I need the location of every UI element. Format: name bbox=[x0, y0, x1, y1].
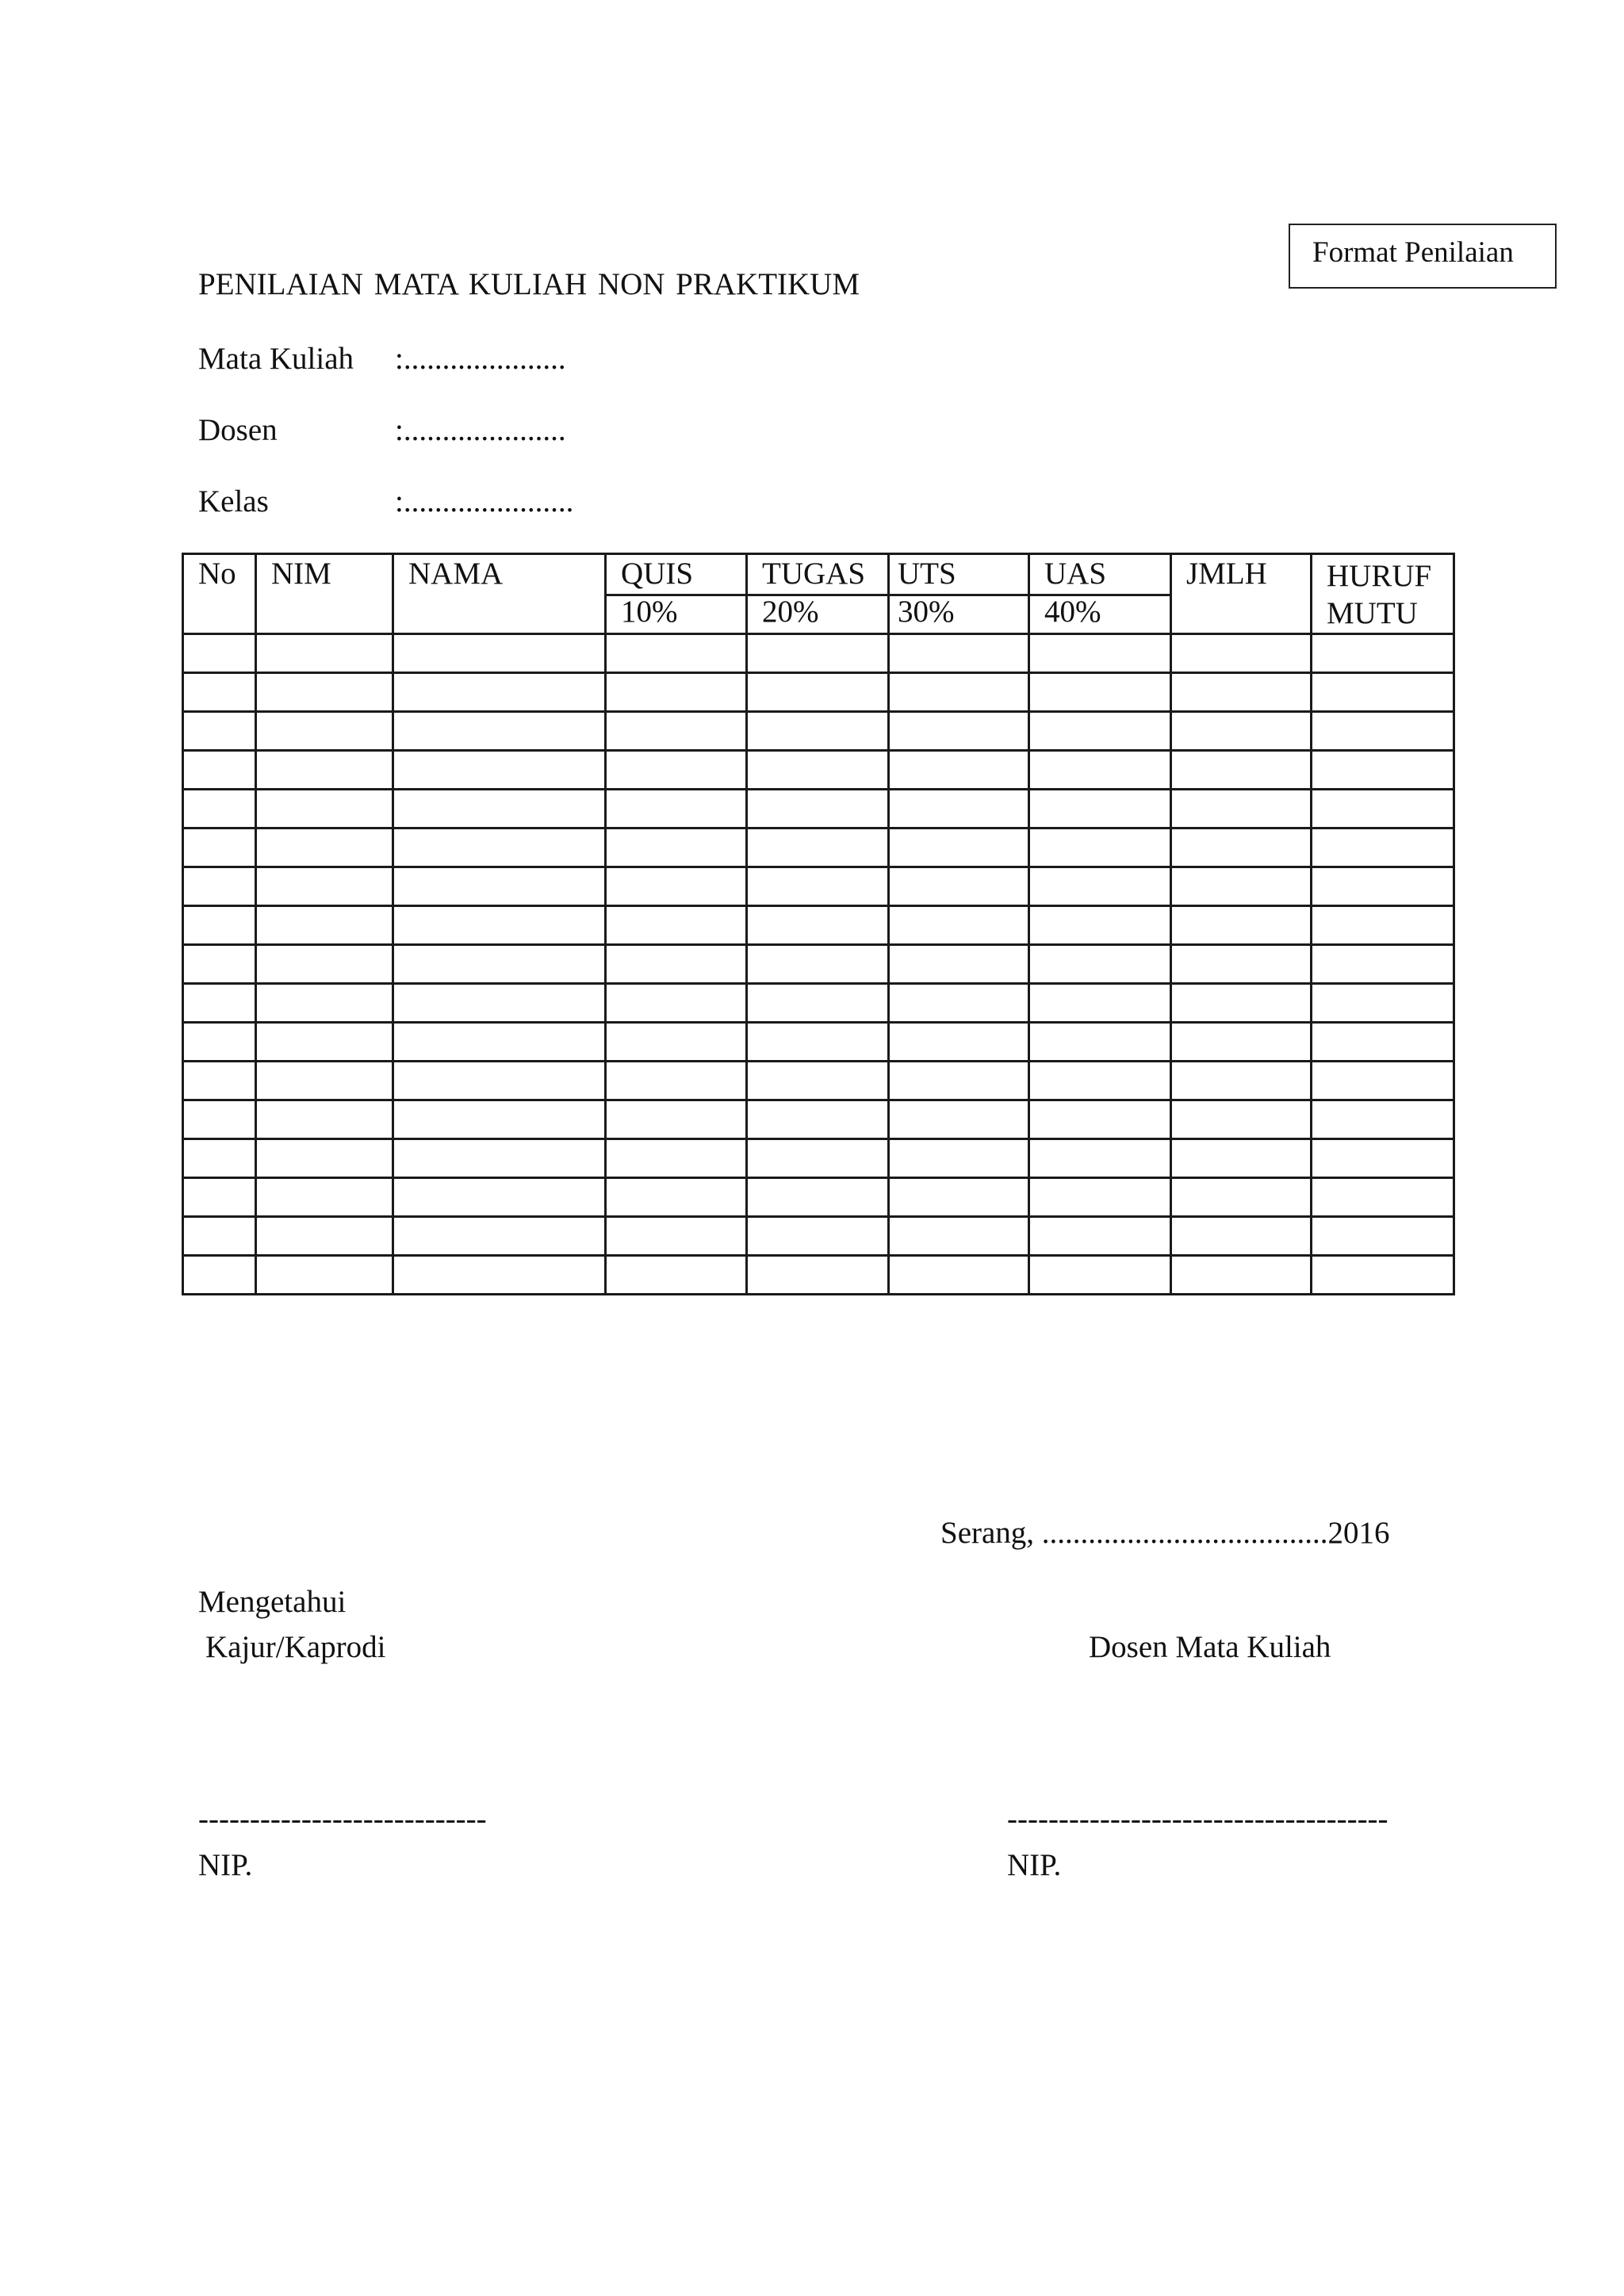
cell-no bbox=[183, 905, 256, 944]
cell-jmlh bbox=[1171, 1061, 1312, 1100]
table-row bbox=[183, 828, 1454, 867]
format-penilaian-box bbox=[1289, 224, 1557, 289]
cell-nama bbox=[393, 633, 606, 672]
cell-quis bbox=[606, 1177, 747, 1216]
cell-huruf-mutu bbox=[1312, 789, 1454, 828]
header-huruf-mutu-text: HURUF MUTU bbox=[1327, 559, 1432, 630]
weight-uas bbox=[1029, 595, 1171, 633]
cell-no bbox=[183, 944, 256, 983]
cell-huruf-mutu bbox=[1312, 1216, 1454, 1255]
header-tugas bbox=[747, 554, 889, 595]
mengetahui-label: Mengetahui bbox=[198, 1585, 347, 1619]
cell-nama bbox=[393, 1216, 606, 1255]
cell-uas bbox=[1029, 1138, 1171, 1177]
cell-no bbox=[183, 789, 256, 828]
cell-nama bbox=[393, 1138, 606, 1177]
header-tugas-text: TUGAS bbox=[762, 557, 866, 591]
cell-uts bbox=[889, 1177, 1029, 1216]
cell-nim bbox=[256, 1100, 393, 1138]
header-uas bbox=[1029, 554, 1171, 595]
cell-no bbox=[183, 711, 256, 750]
cell-huruf-mutu bbox=[1312, 944, 1454, 983]
cell-tugas bbox=[747, 672, 889, 711]
table-row bbox=[183, 867, 1454, 905]
header-huruf-mutu bbox=[1312, 554, 1454, 634]
cell-jmlh bbox=[1171, 750, 1312, 789]
cell-uts bbox=[889, 672, 1029, 711]
cell-tugas bbox=[747, 905, 889, 944]
cell-nim bbox=[256, 789, 393, 828]
cell-uts bbox=[889, 789, 1029, 828]
cell-nim bbox=[256, 828, 393, 867]
cell-jmlh bbox=[1171, 867, 1312, 905]
cell-uas bbox=[1029, 672, 1171, 711]
cell-quis bbox=[606, 1022, 747, 1061]
cell-quis bbox=[606, 905, 747, 944]
cell-uas bbox=[1029, 1022, 1171, 1061]
header-quis-text: QUIS bbox=[621, 557, 694, 591]
table-row bbox=[183, 944, 1454, 983]
cell-quis bbox=[606, 867, 747, 905]
cell-uas bbox=[1029, 1216, 1171, 1255]
cell-quis bbox=[606, 1138, 747, 1177]
cell-nim bbox=[256, 1061, 393, 1100]
table-row bbox=[183, 1177, 1454, 1216]
cell-uts bbox=[889, 983, 1029, 1022]
cell-uas bbox=[1029, 905, 1171, 944]
header-nama-text: NAMA bbox=[408, 557, 504, 591]
cell-quis bbox=[606, 1100, 747, 1138]
dosen-label: Dosen bbox=[198, 413, 278, 447]
cell-jmlh bbox=[1171, 1177, 1312, 1216]
cell-no bbox=[183, 1100, 256, 1138]
cell-huruf-mutu bbox=[1312, 1255, 1454, 1294]
signature-line-left: ---------------------------- bbox=[198, 1802, 487, 1836]
cell-huruf-mutu bbox=[1312, 711, 1454, 750]
cell-quis bbox=[606, 1216, 747, 1255]
header-jmlh bbox=[1171, 554, 1312, 634]
cell-nama bbox=[393, 1255, 606, 1294]
cell-tugas bbox=[747, 983, 889, 1022]
cell-tugas bbox=[747, 633, 889, 672]
cell-tugas bbox=[747, 1061, 889, 1100]
cell-huruf-mutu bbox=[1312, 1022, 1454, 1061]
cell-uts bbox=[889, 944, 1029, 983]
cell-jmlh bbox=[1171, 983, 1312, 1022]
cell-nama bbox=[393, 944, 606, 983]
table-row bbox=[183, 983, 1454, 1022]
cell-huruf-mutu bbox=[1312, 633, 1454, 672]
table-row bbox=[183, 750, 1454, 789]
cell-nim bbox=[256, 983, 393, 1022]
header-nama bbox=[393, 554, 606, 634]
cell-no bbox=[183, 633, 256, 672]
cell-quis bbox=[606, 1061, 747, 1100]
cell-quis bbox=[606, 983, 747, 1022]
cell-no bbox=[183, 672, 256, 711]
header-uts bbox=[889, 554, 1029, 595]
cell-huruf-mutu bbox=[1312, 1138, 1454, 1177]
kelas-label: Kelas bbox=[198, 484, 269, 519]
cell-uts bbox=[889, 1255, 1029, 1294]
weight-uas-text: 40% bbox=[1044, 595, 1101, 629]
cell-nama bbox=[393, 711, 606, 750]
table-row bbox=[183, 633, 1454, 672]
cell-nama bbox=[393, 750, 606, 789]
header-row bbox=[183, 554, 1454, 595]
cell-tugas bbox=[747, 789, 889, 828]
cell-huruf-mutu bbox=[1312, 1177, 1454, 1216]
cell-nim bbox=[256, 1022, 393, 1061]
format-penilaian-label: Format Penilaian bbox=[1312, 236, 1514, 269]
cell-nim bbox=[256, 672, 393, 711]
cell-nama bbox=[393, 1100, 606, 1138]
cell-huruf-mutu bbox=[1312, 750, 1454, 789]
table-row bbox=[183, 1100, 1454, 1138]
cell-quis bbox=[606, 711, 747, 750]
header-uas-text: UAS bbox=[1044, 557, 1107, 591]
cell-nim bbox=[256, 1177, 393, 1216]
cell-uas bbox=[1029, 633, 1171, 672]
cell-nim bbox=[256, 750, 393, 789]
cell-uts bbox=[889, 1138, 1029, 1177]
cell-uas bbox=[1029, 867, 1171, 905]
cell-uts bbox=[889, 1100, 1029, 1138]
cell-nim bbox=[256, 944, 393, 983]
cell-no bbox=[183, 750, 256, 789]
cell-quis bbox=[606, 944, 747, 983]
cell-huruf-mutu bbox=[1312, 1061, 1454, 1100]
weight-tugas bbox=[747, 595, 889, 633]
weight-quis-text: 10% bbox=[621, 595, 678, 629]
cell-nama bbox=[393, 789, 606, 828]
cell-jmlh bbox=[1171, 711, 1312, 750]
cell-tugas bbox=[747, 1022, 889, 1061]
header-nim-text: NIM bbox=[271, 557, 331, 591]
cell-quis bbox=[606, 789, 747, 828]
kelas-value: :...................... bbox=[395, 484, 574, 519]
cell-tugas bbox=[747, 1100, 889, 1138]
weight-uts-text: 30% bbox=[898, 595, 955, 629]
cell-tugas bbox=[747, 750, 889, 789]
cell-uas bbox=[1029, 828, 1171, 867]
header-no-text: No bbox=[198, 557, 236, 591]
cell-huruf-mutu bbox=[1312, 905, 1454, 944]
cell-nim bbox=[256, 1255, 393, 1294]
cell-jmlh bbox=[1171, 789, 1312, 828]
cell-uts bbox=[889, 1061, 1029, 1100]
cell-uts bbox=[889, 905, 1029, 944]
table-row bbox=[183, 1061, 1454, 1100]
cell-no bbox=[183, 983, 256, 1022]
header-jmlh-text: JMLH bbox=[1186, 557, 1267, 591]
cell-tugas bbox=[747, 867, 889, 905]
grade-table bbox=[182, 553, 1455, 1295]
cell-jmlh bbox=[1171, 672, 1312, 711]
cell-huruf-mutu bbox=[1312, 672, 1454, 711]
table-row bbox=[183, 711, 1454, 750]
cell-nama bbox=[393, 983, 606, 1022]
cell-uts bbox=[889, 1022, 1029, 1061]
cell-tugas bbox=[747, 944, 889, 983]
table-row bbox=[183, 789, 1454, 828]
cell-uas bbox=[1029, 1177, 1171, 1216]
nip-right: NIP. bbox=[1007, 1848, 1062, 1882]
weight-tugas-text: 20% bbox=[762, 595, 819, 629]
cell-tugas bbox=[747, 711, 889, 750]
document-title: PENILAIAN MATA KULIAH NON PRAKTIKUM bbox=[198, 267, 860, 301]
cell-tugas bbox=[747, 1138, 889, 1177]
cell-uas bbox=[1029, 983, 1171, 1022]
kajur-label: Kajur/Kaprodi bbox=[205, 1630, 386, 1664]
dosen-value: :..................... bbox=[395, 413, 566, 447]
cell-nama bbox=[393, 1061, 606, 1100]
cell-uts bbox=[889, 633, 1029, 672]
table-row bbox=[183, 1255, 1454, 1294]
cell-jmlh bbox=[1171, 1255, 1312, 1294]
cell-nama bbox=[393, 1022, 606, 1061]
mata-kuliah-value: :..................... bbox=[395, 342, 566, 376]
cell-no bbox=[183, 828, 256, 867]
cell-nama bbox=[393, 905, 606, 944]
cell-jmlh bbox=[1171, 1022, 1312, 1061]
weight-quis bbox=[606, 595, 747, 633]
cell-no bbox=[183, 1177, 256, 1216]
cell-nama bbox=[393, 828, 606, 867]
header-quis bbox=[606, 554, 747, 595]
table-row bbox=[183, 905, 1454, 944]
cell-uas bbox=[1029, 1061, 1171, 1100]
cell-uas bbox=[1029, 1255, 1171, 1294]
cell-no bbox=[183, 1022, 256, 1061]
table-row bbox=[183, 1022, 1454, 1061]
cell-nim bbox=[256, 633, 393, 672]
cell-quis bbox=[606, 1255, 747, 1294]
cell-nim bbox=[256, 905, 393, 944]
cell-uts bbox=[889, 1216, 1029, 1255]
dosen-mata-kuliah-label: Dosen Mata Kuliah bbox=[1089, 1630, 1331, 1664]
cell-uas bbox=[1029, 1100, 1171, 1138]
cell-jmlh bbox=[1171, 828, 1312, 867]
cell-nim bbox=[256, 1138, 393, 1177]
cell-no bbox=[183, 867, 256, 905]
cell-uas bbox=[1029, 944, 1171, 983]
cell-huruf-mutu bbox=[1312, 867, 1454, 905]
cell-uts bbox=[889, 711, 1029, 750]
cell-tugas bbox=[747, 828, 889, 867]
cell-nama bbox=[393, 1177, 606, 1216]
weight-uts bbox=[889, 595, 1029, 633]
header-no bbox=[183, 554, 256, 634]
cell-jmlh bbox=[1171, 1100, 1312, 1138]
cell-uts bbox=[889, 828, 1029, 867]
cell-uas bbox=[1029, 789, 1171, 828]
cell-no bbox=[183, 1216, 256, 1255]
cell-tugas bbox=[747, 1177, 889, 1216]
cell-nim bbox=[256, 711, 393, 750]
table-row bbox=[183, 672, 1454, 711]
cell-jmlh bbox=[1171, 1216, 1312, 1255]
cell-huruf-mutu bbox=[1312, 1100, 1454, 1138]
nip-left: NIP. bbox=[198, 1848, 253, 1882]
cell-nim bbox=[256, 867, 393, 905]
cell-uas bbox=[1029, 711, 1171, 750]
cell-jmlh bbox=[1171, 633, 1312, 672]
cell-huruf-mutu bbox=[1312, 983, 1454, 1022]
cell-no bbox=[183, 1138, 256, 1177]
header-uts-text: UTS bbox=[898, 557, 956, 591]
cell-uts bbox=[889, 867, 1029, 905]
cell-jmlh bbox=[1171, 905, 1312, 944]
cell-quis bbox=[606, 828, 747, 867]
cell-nama bbox=[393, 867, 606, 905]
table-row bbox=[183, 1138, 1454, 1177]
cell-uas bbox=[1029, 750, 1171, 789]
cell-nim bbox=[256, 1216, 393, 1255]
cell-no bbox=[183, 1255, 256, 1294]
header-nim bbox=[256, 554, 393, 634]
signature-line-right: ------------------------------------- bbox=[1007, 1802, 1388, 1836]
place-date: Serang, .....................................2016 bbox=[940, 1516, 1390, 1550]
cell-quis bbox=[606, 672, 747, 711]
cell-no bbox=[183, 1061, 256, 1100]
cell-nama bbox=[393, 672, 606, 711]
table-row bbox=[183, 1216, 1454, 1255]
cell-tugas bbox=[747, 1255, 889, 1294]
cell-jmlh bbox=[1171, 944, 1312, 983]
cell-quis bbox=[606, 750, 747, 789]
cell-huruf-mutu bbox=[1312, 828, 1454, 867]
mata-kuliah-label: Mata Kuliah bbox=[198, 342, 354, 376]
cell-uts bbox=[889, 750, 1029, 789]
cell-tugas bbox=[747, 1216, 889, 1255]
cell-quis bbox=[606, 633, 747, 672]
cell-jmlh bbox=[1171, 1138, 1312, 1177]
